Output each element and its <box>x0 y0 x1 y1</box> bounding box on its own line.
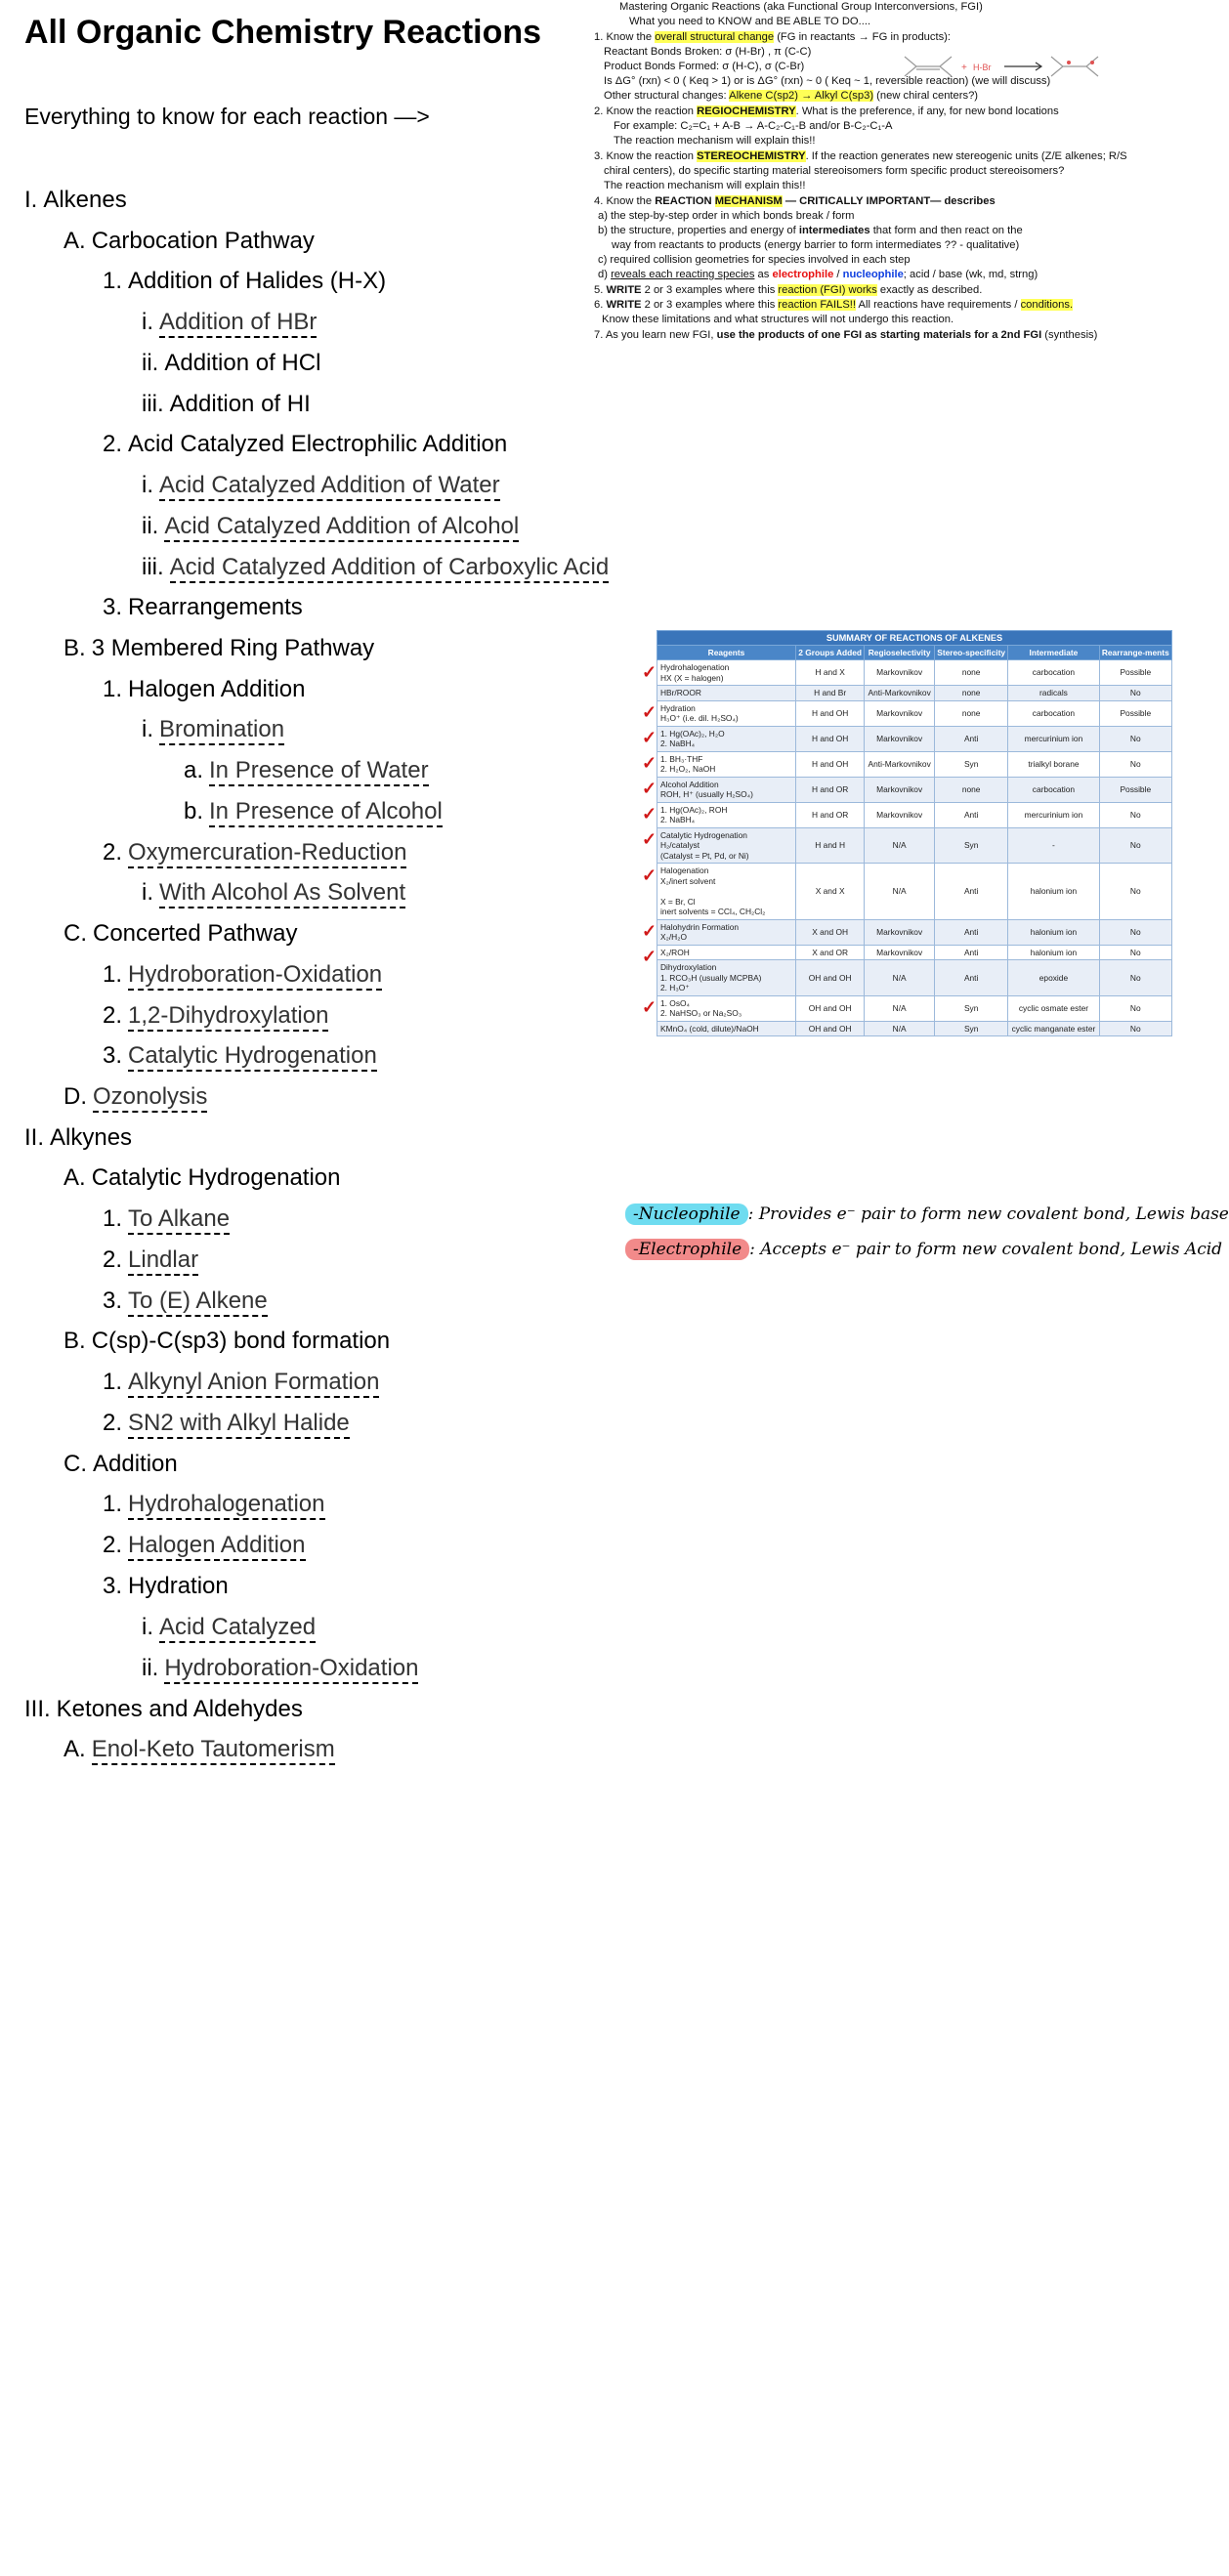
table-cell: N/A <box>865 960 935 996</box>
table-cell: No <box>1099 1021 1171 1036</box>
outline-prefix: iii. <box>142 554 164 580</box>
outline-link[interactable] <box>103 1246 198 1275</box>
outline-link[interactable] <box>103 1409 350 1438</box>
outline-link[interactable] <box>103 1490 325 1519</box>
outline-heading <box>103 1572 229 1601</box>
table-cell: 1. Hg(OAc)₂, ROH 2. NaBH₄ <box>657 802 796 827</box>
table-header: Regioselectivity <box>865 646 935 660</box>
table-cell: No <box>1099 995 1171 1021</box>
outline-link-label[interactable]: Halogen Addition <box>128 1532 305 1561</box>
outline-label: C(sp)-C(sp3) bond formation <box>91 1328 391 1354</box>
table-cell: H and OH <box>796 726 865 751</box>
table-cell: trialkyl borane <box>1008 751 1099 777</box>
table-row <box>657 686 1172 701</box>
outline-link-label[interactable]: 1,2-Dihydroxylation <box>128 1002 328 1032</box>
table-cell: N/A <box>865 864 935 920</box>
outline-prefix: 3. <box>103 1042 123 1069</box>
outline-heading <box>64 634 374 663</box>
notes-line: chiral centers), do specific starting material stereoisomers form specific product stereoisomers? <box>604 165 1065 177</box>
table-cell: Anti <box>935 960 1008 996</box>
outline-prefix: A. <box>64 1164 86 1191</box>
outline-link[interactable] <box>142 878 405 908</box>
outline-prefix: 1. <box>103 1491 123 1517</box>
outline-prefix: 2. <box>103 1246 123 1273</box>
table-cell: N/A <box>865 995 935 1021</box>
outline-heading <box>64 227 315 256</box>
outline-label: Rearrangements <box>128 594 303 620</box>
table-cell: N/A <box>865 1021 935 1036</box>
table-cell: Halogenation X₂/inert solvent X = Br, Cl inert solvents = CCl₄, CH₂Cl₂ <box>657 864 796 920</box>
outline-link-label[interactable]: Catalytic Hydrogenation <box>128 1042 377 1072</box>
outline-prefix: 2. <box>103 1532 123 1558</box>
table-cell: Syn <box>935 827 1008 864</box>
outline-link-label[interactable]: With Alcohol As Solvent <box>159 879 405 908</box>
outline-link[interactable] <box>142 471 500 500</box>
outline-heading <box>142 390 311 419</box>
page-title: All Organic Chemistry Reactions <box>24 14 542 51</box>
outline-link[interactable] <box>142 512 519 541</box>
electrophile-tag: -Electrophile <box>625 1239 749 1260</box>
outline-link-label[interactable]: SN2 with Alkyl Halide <box>128 1410 350 1439</box>
outline-heading <box>64 1163 341 1193</box>
outline-prefix: b. <box>184 798 204 824</box>
outline-heading <box>24 186 127 215</box>
table-cell: H and OH <box>796 700 865 726</box>
table-row <box>657 700 1172 726</box>
outline-link[interactable] <box>103 1041 377 1071</box>
table-cell: Alcohol Addition ROH, H⁺ (usually H₂SO₄) <box>657 777 796 802</box>
table-cell: none <box>935 660 1008 686</box>
table-cell: H and OR <box>796 777 865 802</box>
table-cell: H and OH <box>796 751 865 777</box>
notes-line: 2. Know the reaction REGIOCHEMISTRY. What is the preference, if any, for new bond locations <box>594 106 1059 117</box>
table-cell: X₂/ROH <box>657 945 796 960</box>
table-cell: No <box>1099 751 1171 777</box>
outline-prefix: 1. <box>103 268 123 294</box>
outline-label: Carbocation Pathway <box>91 228 315 254</box>
table-cell: none <box>935 700 1008 726</box>
outline-link[interactable] <box>142 308 317 337</box>
outline-link[interactable] <box>103 1287 268 1316</box>
check-mark-icon: ✓ <box>642 947 657 966</box>
outline-prefix: 1. <box>103 676 123 702</box>
outline-label: Addition <box>93 1451 178 1477</box>
outline-heading <box>103 430 507 459</box>
table-cell: Syn <box>935 995 1008 1021</box>
outline-prefix: C. <box>64 920 87 947</box>
table-cell: No <box>1099 864 1171 920</box>
notes-line: d) reveals each reacting species as electrophile / nucleophile; acid / base (wk, md, strng) <box>598 269 1038 280</box>
table-cell: H and OR <box>796 802 865 827</box>
outline-prefix: 1. <box>103 1205 123 1232</box>
table-cell: Dihydroxylation 1. RCO₃H (usually MCPBA) 2. H₃O⁺ <box>657 960 796 996</box>
outline-prefix: A. <box>64 1736 86 1762</box>
outline-label: Halogen Addition <box>128 676 306 702</box>
outline-link[interactable] <box>103 838 406 867</box>
table-row <box>657 864 1172 920</box>
table-row <box>657 1021 1172 1036</box>
outline-heading <box>24 1695 303 1724</box>
table-cell: Syn <box>935 1021 1008 1036</box>
table-header: Reagents <box>657 646 796 660</box>
outline-prefix: 2. <box>103 1002 123 1029</box>
table-cell: mercurinium ion <box>1008 802 1099 827</box>
notes-line: Know these limitations and what structures will not undergo this reaction. <box>602 314 954 325</box>
outline-link-label[interactable]: Hydrohalogenation <box>128 1491 324 1520</box>
table-cell: radicals <box>1008 686 1099 701</box>
notes-line: Product Bonds Formed: σ (H-C), σ (C-Br) <box>604 61 805 72</box>
table-row <box>657 960 1172 996</box>
table-cell: H and Br <box>796 686 865 701</box>
notes-line: 3. Know the reaction STEREOCHEMISTRY. If the reaction generates new stereogenic units (Z/E alkenes; R/S <box>594 150 1127 162</box>
notes-line: The reaction mechanism will explain this!! <box>604 180 806 191</box>
notes-line: b) the structure, properties and energy of intermediates that form and then react on the <box>598 225 1023 236</box>
outline-prefix: III. <box>24 1696 51 1722</box>
check-mark-icon: ✓ <box>642 779 657 798</box>
table-row <box>657 726 1172 751</box>
table-cell: HBr/ROOR <box>657 686 796 701</box>
outline-heading <box>103 267 386 296</box>
table-cell: KMnO₄ (cold, dilute)/NaOH <box>657 1021 796 1036</box>
outline-prefix: i. <box>142 1614 153 1640</box>
table-cell: none <box>935 686 1008 701</box>
notes-line: c) required collision geometries for species involved in each step <box>598 254 911 266</box>
table-cell: halonium ion <box>1008 919 1099 945</box>
outline-prefix: 3. <box>103 594 123 620</box>
outline-label: Catalytic Hydrogenation <box>91 1164 341 1191</box>
page-subtitle: Everything to know for each reaction —> <box>24 104 430 129</box>
outline-prefix: i. <box>142 879 153 906</box>
table-cell: OH and OH <box>796 960 865 996</box>
table-cell: carbocation <box>1008 700 1099 726</box>
table-row <box>657 919 1172 945</box>
outline-heading <box>103 593 303 622</box>
outline-link-label[interactable]: Bromination <box>159 716 284 745</box>
table-cell: 1. Hg(OAc)₂, H₂O 2. NaBH₄ <box>657 726 796 751</box>
outline-label: Concerted Pathway <box>93 920 298 947</box>
table-row <box>657 777 1172 802</box>
outline-link-label[interactable]: Acid Catalyzed Addition of Carboxylic Acid <box>170 554 610 583</box>
table-cell: X and X <box>796 864 865 920</box>
table-cell: No <box>1099 919 1171 945</box>
notes-line: Other structural changes: Alkene C(sp2) → Alkyl C(sp3) (new chiral centers?) <box>604 90 979 102</box>
outline-link[interactable] <box>142 1654 418 1683</box>
table-cell: 1. OsO₄ 2. NaHSO₃ or Na₂SO₃ <box>657 995 796 1021</box>
table-cell: Hydrohalogenation HX (X = halogen) <box>657 660 796 686</box>
table-cell: Anti <box>935 945 1008 960</box>
nucleophile-definition: : Provides e⁻ pair to form new covalent bond, Lewis base <box>747 1204 1229 1224</box>
notes-subheading: What you need to KNOW and BE ABLE TO DO.... <box>629 16 871 27</box>
outline-prefix: a. <box>184 757 204 783</box>
table-cell: X and OR <box>796 945 865 960</box>
outline-prefix: ii. <box>142 350 159 376</box>
outline-label: Ketones and Aldehydes <box>56 1696 303 1722</box>
table-cell: No <box>1099 827 1171 864</box>
outline-label: Alkenes <box>43 187 127 213</box>
table-cell: OH and OH <box>796 995 865 1021</box>
table-cell: Halohydrin Formation X₂/H₂O <box>657 919 796 945</box>
svg-text:+: + <box>961 63 967 73</box>
outline-prefix: ii. <box>142 1655 159 1681</box>
outline-link-label[interactable]: Acid Catalyzed Addition of Water <box>159 472 500 501</box>
outline-prefix: II. <box>24 1124 45 1151</box>
outline-link[interactable] <box>64 1735 335 1764</box>
electrophile-definition: : Accepts e⁻ pair to form new covalent bond, Lewis Acid <box>749 1240 1223 1259</box>
outline-label: Alkynes <box>50 1124 133 1151</box>
outline-link-label[interactable]: Alkynyl Anion Formation <box>128 1369 379 1398</box>
outline-label: 3 Membered Ring Pathway <box>91 635 375 661</box>
table-cell: OH and OH <box>796 1021 865 1036</box>
table-header: Intermediate <box>1008 646 1099 660</box>
table-cell: carbocation <box>1008 660 1099 686</box>
check-mark-icon: ✓ <box>642 661 657 682</box>
summary-table <box>657 630 1172 1036</box>
outline-link[interactable] <box>103 1368 379 1397</box>
table-cell: cyclic manganate ester <box>1008 1021 1099 1036</box>
notes-line: a) the step-by-step order in which bonds break / form <box>598 210 855 222</box>
nucleophile-note <box>625 1204 1229 1225</box>
outline-heading <box>103 675 306 704</box>
outline-prefix: B. <box>64 1328 86 1354</box>
table-cell: - <box>1008 827 1099 864</box>
table-cell: Markovnikov <box>865 660 935 686</box>
table-cell: No <box>1099 802 1171 827</box>
notes-line: The reaction mechanism will explain this!! <box>614 135 816 147</box>
outline-prefix: A. <box>64 228 86 254</box>
outline-prefix: 2. <box>103 839 123 866</box>
table-cell: H and H <box>796 827 865 864</box>
table-cell: Markovnikov <box>865 700 935 726</box>
table-cell: Possible <box>1099 700 1171 726</box>
outline-prefix: I. <box>24 187 38 213</box>
table-cell: Markovnikov <box>865 777 935 802</box>
table-caption: SUMMARY OF REACTIONS OF ALKENES <box>657 631 1172 646</box>
notes-line: way from reactants to products (energy barrier to form intermediates ?? - qualitative) <box>612 239 1020 251</box>
outline-link-label[interactable]: In Presence of Alcohol <box>209 798 443 827</box>
table-cell: Anti-Markovnikov <box>865 686 935 701</box>
outline-link-label[interactable]: Enol-Keto Tautomerism <box>92 1736 335 1765</box>
outline-link[interactable] <box>103 1001 328 1031</box>
outline-link-label[interactable]: Hydroboration-Oxidation <box>128 961 382 991</box>
table-cell: halonium ion <box>1008 864 1099 920</box>
table-cell: Markovnikov <box>865 726 935 751</box>
table-cell: 1. BH₃·THF 2. H₂O₂, NaOH <box>657 751 796 777</box>
outline-heading <box>64 1450 178 1479</box>
outline-link-label[interactable]: Hydroboration-Oxidation <box>164 1655 418 1684</box>
outline-link-label[interactable]: Ozonolysis <box>93 1083 207 1113</box>
check-mark-icon: ✓ <box>642 728 657 747</box>
table-cell: Markovnikov <box>865 919 935 945</box>
outline-link-label[interactable]: In Presence of Water <box>209 757 429 786</box>
table-cell: Anti <box>935 919 1008 945</box>
table-header: 2 Groups Added <box>796 646 865 660</box>
outline-prefix: B. <box>64 635 86 661</box>
outline-prefix: 1. <box>103 1369 123 1395</box>
outline-prefix: i. <box>142 309 153 335</box>
outline-prefix: 2. <box>103 1410 123 1436</box>
outline-heading <box>142 349 320 378</box>
outline-prefix: i. <box>142 472 153 498</box>
outline-link[interactable] <box>64 1082 207 1112</box>
outline-link-label[interactable]: Addition of HBr <box>159 309 317 338</box>
outline-link[interactable] <box>142 553 609 582</box>
check-mark-icon: ✓ <box>642 804 657 823</box>
table-cell: Syn <box>935 751 1008 777</box>
table-cell: Anti-Markovnikov <box>865 751 935 777</box>
alkene-addition-scheme <box>895 49 1149 84</box>
outline-prefix: 3. <box>103 1573 123 1599</box>
table-cell: Possible <box>1099 660 1171 686</box>
table-cell: Catalytic Hydrogenation H₂/catalyst (Catalyst = Pt, Pd, or Ni) <box>657 827 796 864</box>
outline-prefix: 1. <box>103 961 123 988</box>
nucleophile-tag: -Nucleophile <box>625 1204 748 1225</box>
table-cell: Markovnikov <box>865 802 935 827</box>
scheme-reagent: H-Br <box>973 63 992 72</box>
outline-link-label[interactable]: To (E) Alkene <box>128 1288 268 1317</box>
outline-link[interactable] <box>103 1204 230 1234</box>
table-row <box>657 802 1172 827</box>
outline-link[interactable] <box>142 715 284 744</box>
table-row <box>657 827 1172 864</box>
table-cell: mercurinium ion <box>1008 726 1099 751</box>
table-cell: Markovnikov <box>865 945 935 960</box>
outline-link-label[interactable]: Acid Catalyzed <box>159 1614 316 1643</box>
outline-prefix: 2. <box>103 431 123 457</box>
outline-link[interactable] <box>184 797 443 826</box>
electrophile-note <box>625 1239 1222 1260</box>
table-row <box>657 660 1172 686</box>
notes-line: 1. Know the overall structural change (FG in reactants → FG in products): <box>594 31 952 43</box>
table-row <box>657 995 1172 1021</box>
outline-heading <box>24 1123 132 1153</box>
notes-line: 4. Know the REACTION MECHANISM — CRITICALLY IMPORTANT— describes <box>594 195 996 207</box>
table-cell: No <box>1099 960 1171 996</box>
table-cell: No <box>1099 686 1171 701</box>
table-cell: Anti <box>935 726 1008 751</box>
outline-link-label[interactable]: Oxymercuration-Reduction <box>128 839 406 868</box>
notes-line: 6. WRITE 2 or 3 examples where this reaction FAILS!! All reactions have requirements / conditions. <box>594 299 1074 311</box>
notes-heading: Mastering Organic Reactions (aka Functional Group Interconversions, FGI) <box>619 1 983 13</box>
table-header: Stereo-specificity <box>935 646 1008 660</box>
table-cell: Hydration H₃O⁺ (i.e. dil. H₂SO₄) <box>657 700 796 726</box>
table-cell: No <box>1099 726 1171 751</box>
outline-link[interactable] <box>142 1613 316 1642</box>
table-cell: Anti <box>935 802 1008 827</box>
table-cell: H and X <box>796 660 865 686</box>
table-cell: Possible <box>1099 777 1171 802</box>
notes-line: Is ΔG° (rxn) < 0 ( Keq > 1) or is ΔG° (rxn) ~ 0 ( Keq ~ 1, reversible reaction) (we will discuss) <box>604 75 1051 87</box>
check-mark-icon: ✓ <box>642 829 657 849</box>
notes-line: Reactant Bonds Broken: σ (H-Br) , π (C-C) <box>604 46 812 58</box>
notes-line: 5. WRITE 2 or 3 examples where this reaction (FGI) works exactly as described. <box>594 284 983 296</box>
outline-link[interactable] <box>103 960 382 990</box>
outline-link[interactable] <box>103 1531 306 1560</box>
table-cell: none <box>935 777 1008 802</box>
outline-prefix: D. <box>64 1083 87 1110</box>
table-cell: No <box>1099 945 1171 960</box>
notes-line: 7. As you learn new FGI, use the products of one FGI as starting materials for a 2nd FGI (synthesis) <box>594 329 1098 341</box>
outline-heading <box>64 919 297 949</box>
table-header: Rearrange-ments <box>1099 646 1171 660</box>
check-mark-icon: ✓ <box>642 865 657 885</box>
check-mark-icon: ✓ <box>642 997 657 1017</box>
outline-prefix: i. <box>142 716 153 742</box>
check-mark-icon: ✓ <box>642 702 657 722</box>
outline-link-label[interactable]: Lindlar <box>128 1246 198 1276</box>
outline-prefix: C. <box>64 1451 87 1477</box>
table-cell: X and OH <box>796 919 865 945</box>
table-cell: halonium ion <box>1008 945 1099 960</box>
alkene-summary-table <box>642 630 1174 1036</box>
outline-prefix: iii. <box>142 391 164 417</box>
outline-label: Hydration <box>128 1573 229 1599</box>
table-cell: cyclic osmate ester <box>1008 995 1099 1021</box>
table-row <box>657 751 1172 777</box>
outline-prefix: 3. <box>103 1288 123 1314</box>
outline-prefix: ii. <box>142 513 159 539</box>
outline-link[interactable] <box>184 756 429 785</box>
outline-label: Addition of Halides (H-X) <box>128 268 387 294</box>
notes-line: For example: C₂=C₁ + A-B → A-C₂-C₁-B and/or B-C₂-C₁-A <box>614 120 893 132</box>
outline-heading <box>64 1327 390 1356</box>
outline-link-label[interactable]: To Alkane <box>128 1205 230 1235</box>
outline-label: Addition of HI <box>169 391 311 417</box>
check-mark-icon: ✓ <box>642 753 657 773</box>
table-cell: Anti <box>935 864 1008 920</box>
table-cell: carbocation <box>1008 777 1099 802</box>
table-cell: epoxide <box>1008 960 1099 996</box>
outline-link-label[interactable]: Acid Catalyzed Addition of Alcohol <box>164 513 519 542</box>
check-mark-icon: ✓ <box>642 921 657 941</box>
outline-label: Acid Catalyzed Electrophilic Addition <box>128 431 508 457</box>
table-cell: N/A <box>865 827 935 864</box>
table-row <box>657 945 1172 960</box>
outline-label: Addition of HCl <box>164 350 321 376</box>
